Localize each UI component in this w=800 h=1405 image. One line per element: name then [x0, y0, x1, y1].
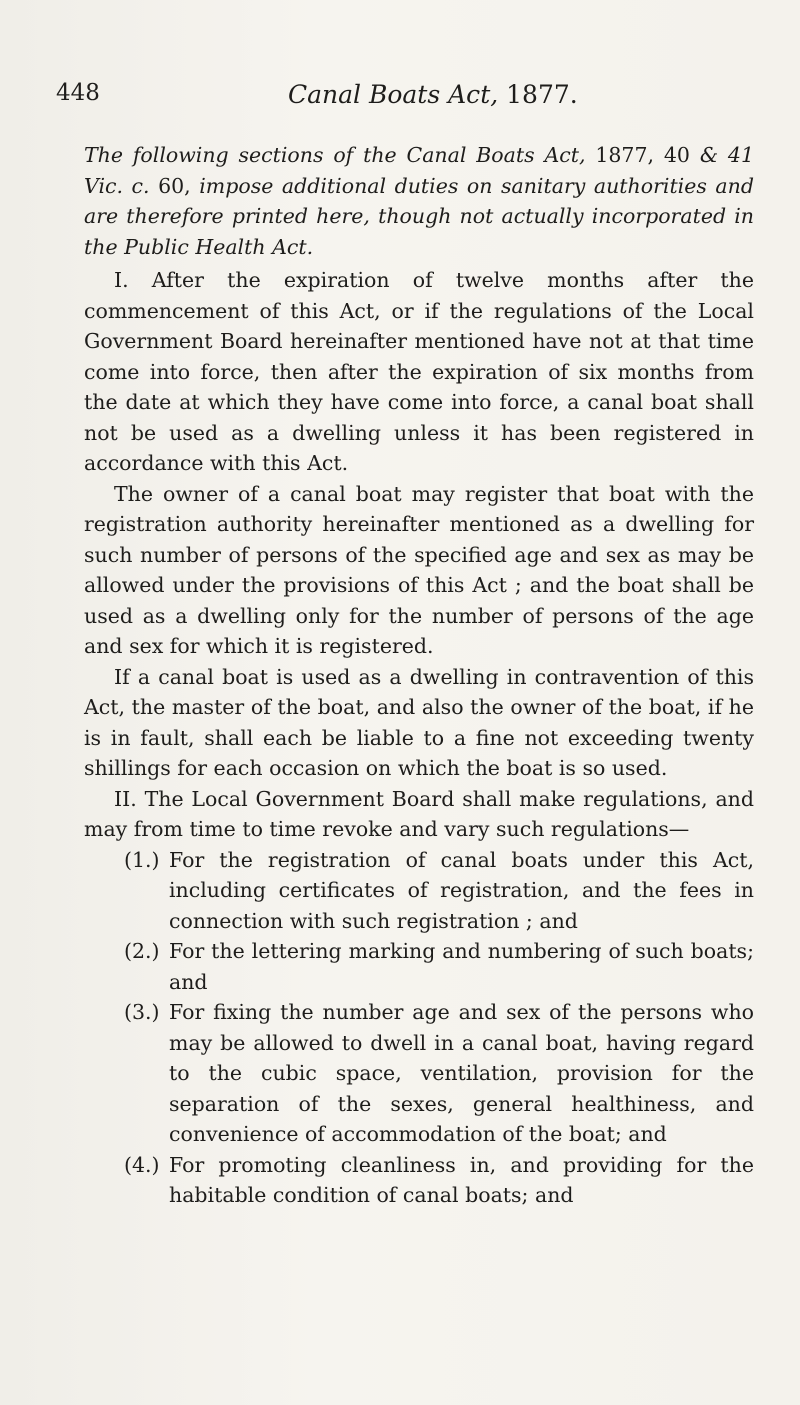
provision-item	[124, 936, 754, 997]
provision-number: (1.)	[124, 847, 160, 872]
page-number: 448	[56, 80, 100, 106]
section-2-paragraph: II. The Local Government Board shall make regulations, and may from time to time revoke and vary such regulations—	[84, 786, 754, 841]
running-title-year: 1877.	[506, 80, 578, 109]
provision-number: (4.)	[124, 1152, 160, 1177]
provision-text: For the registration of canal boats under this Act, including certificates of registration, and the fees in connection with such registration ; and	[169, 847, 754, 933]
registration-paragraph: The owner of a canal boat may register that boat with the registration authority hereinafter mentioned as a dwelling for such number of persons of the specified age and sex as may be allowed under the provisions of this Act ; and the boat shall be used as a dwelling only for the number of persons of the age and sex for which it is registered.	[84, 481, 754, 658]
section-1-paragraph: I. After the expiration of twelve months after the commencement of this Act, or if the regulations of the Local Government Board hereinafter mentioned have not at that time come into force, then after the expiration of six months from the date at which they have come into force, a canal boat shall not be used as a dwelling unless it has been registered in accordance with this Act.	[84, 268, 754, 475]
intro-text-3: & 41	[699, 143, 754, 167]
provision-item	[124, 845, 754, 937]
provision-number: (3.)	[124, 1000, 160, 1024]
intro-note	[84, 140, 754, 262]
provision-item	[124, 997, 754, 1150]
provision-item	[124, 1150, 754, 1211]
provision-text: For promoting cleanliness in, and providing for the habitable condition of canal boats; and	[169, 1152, 754, 1207]
provision-text: For fixing the number age and sex of the persons who may be allowed to dwell in a canal boat, having regard to the cubic space, ventilation, provision for the separation of the sexes, general healthiness, and convenience of accommodation of the boat; and	[169, 1000, 754, 1146]
running-title	[288, 80, 578, 109]
provisions-list	[84, 845, 754, 1211]
intro-text-5: 60,	[158, 173, 191, 198]
intro-text-2: 1877, 40	[595, 143, 690, 167]
intro-text-6: impose additional duties on sanitary authorities and are therefore printed here, though not actually incorporated in the Public Health Act.	[84, 173, 754, 259]
page-content	[84, 140, 754, 1211]
provision-number: (2.)	[124, 939, 160, 963]
page-header	[56, 80, 756, 124]
running-title-italic: Canal Boats Act,	[288, 80, 499, 109]
provision-text: For the lettering marking and numbering of such boats; and	[169, 939, 754, 994]
intro-text-4: Vic. c.	[84, 173, 150, 198]
intro-text-1: The following sections of the Canal Boats Act,	[84, 143, 586, 167]
penalty-paragraph: If a canal boat is used as a dwelling in contravention of this Act, the master of the boat, and also the owner of the boat, if he is in fault, shall each be liable to a fine not exceeding twenty shillings for each occasion on which the boat is so used.	[84, 664, 754, 780]
